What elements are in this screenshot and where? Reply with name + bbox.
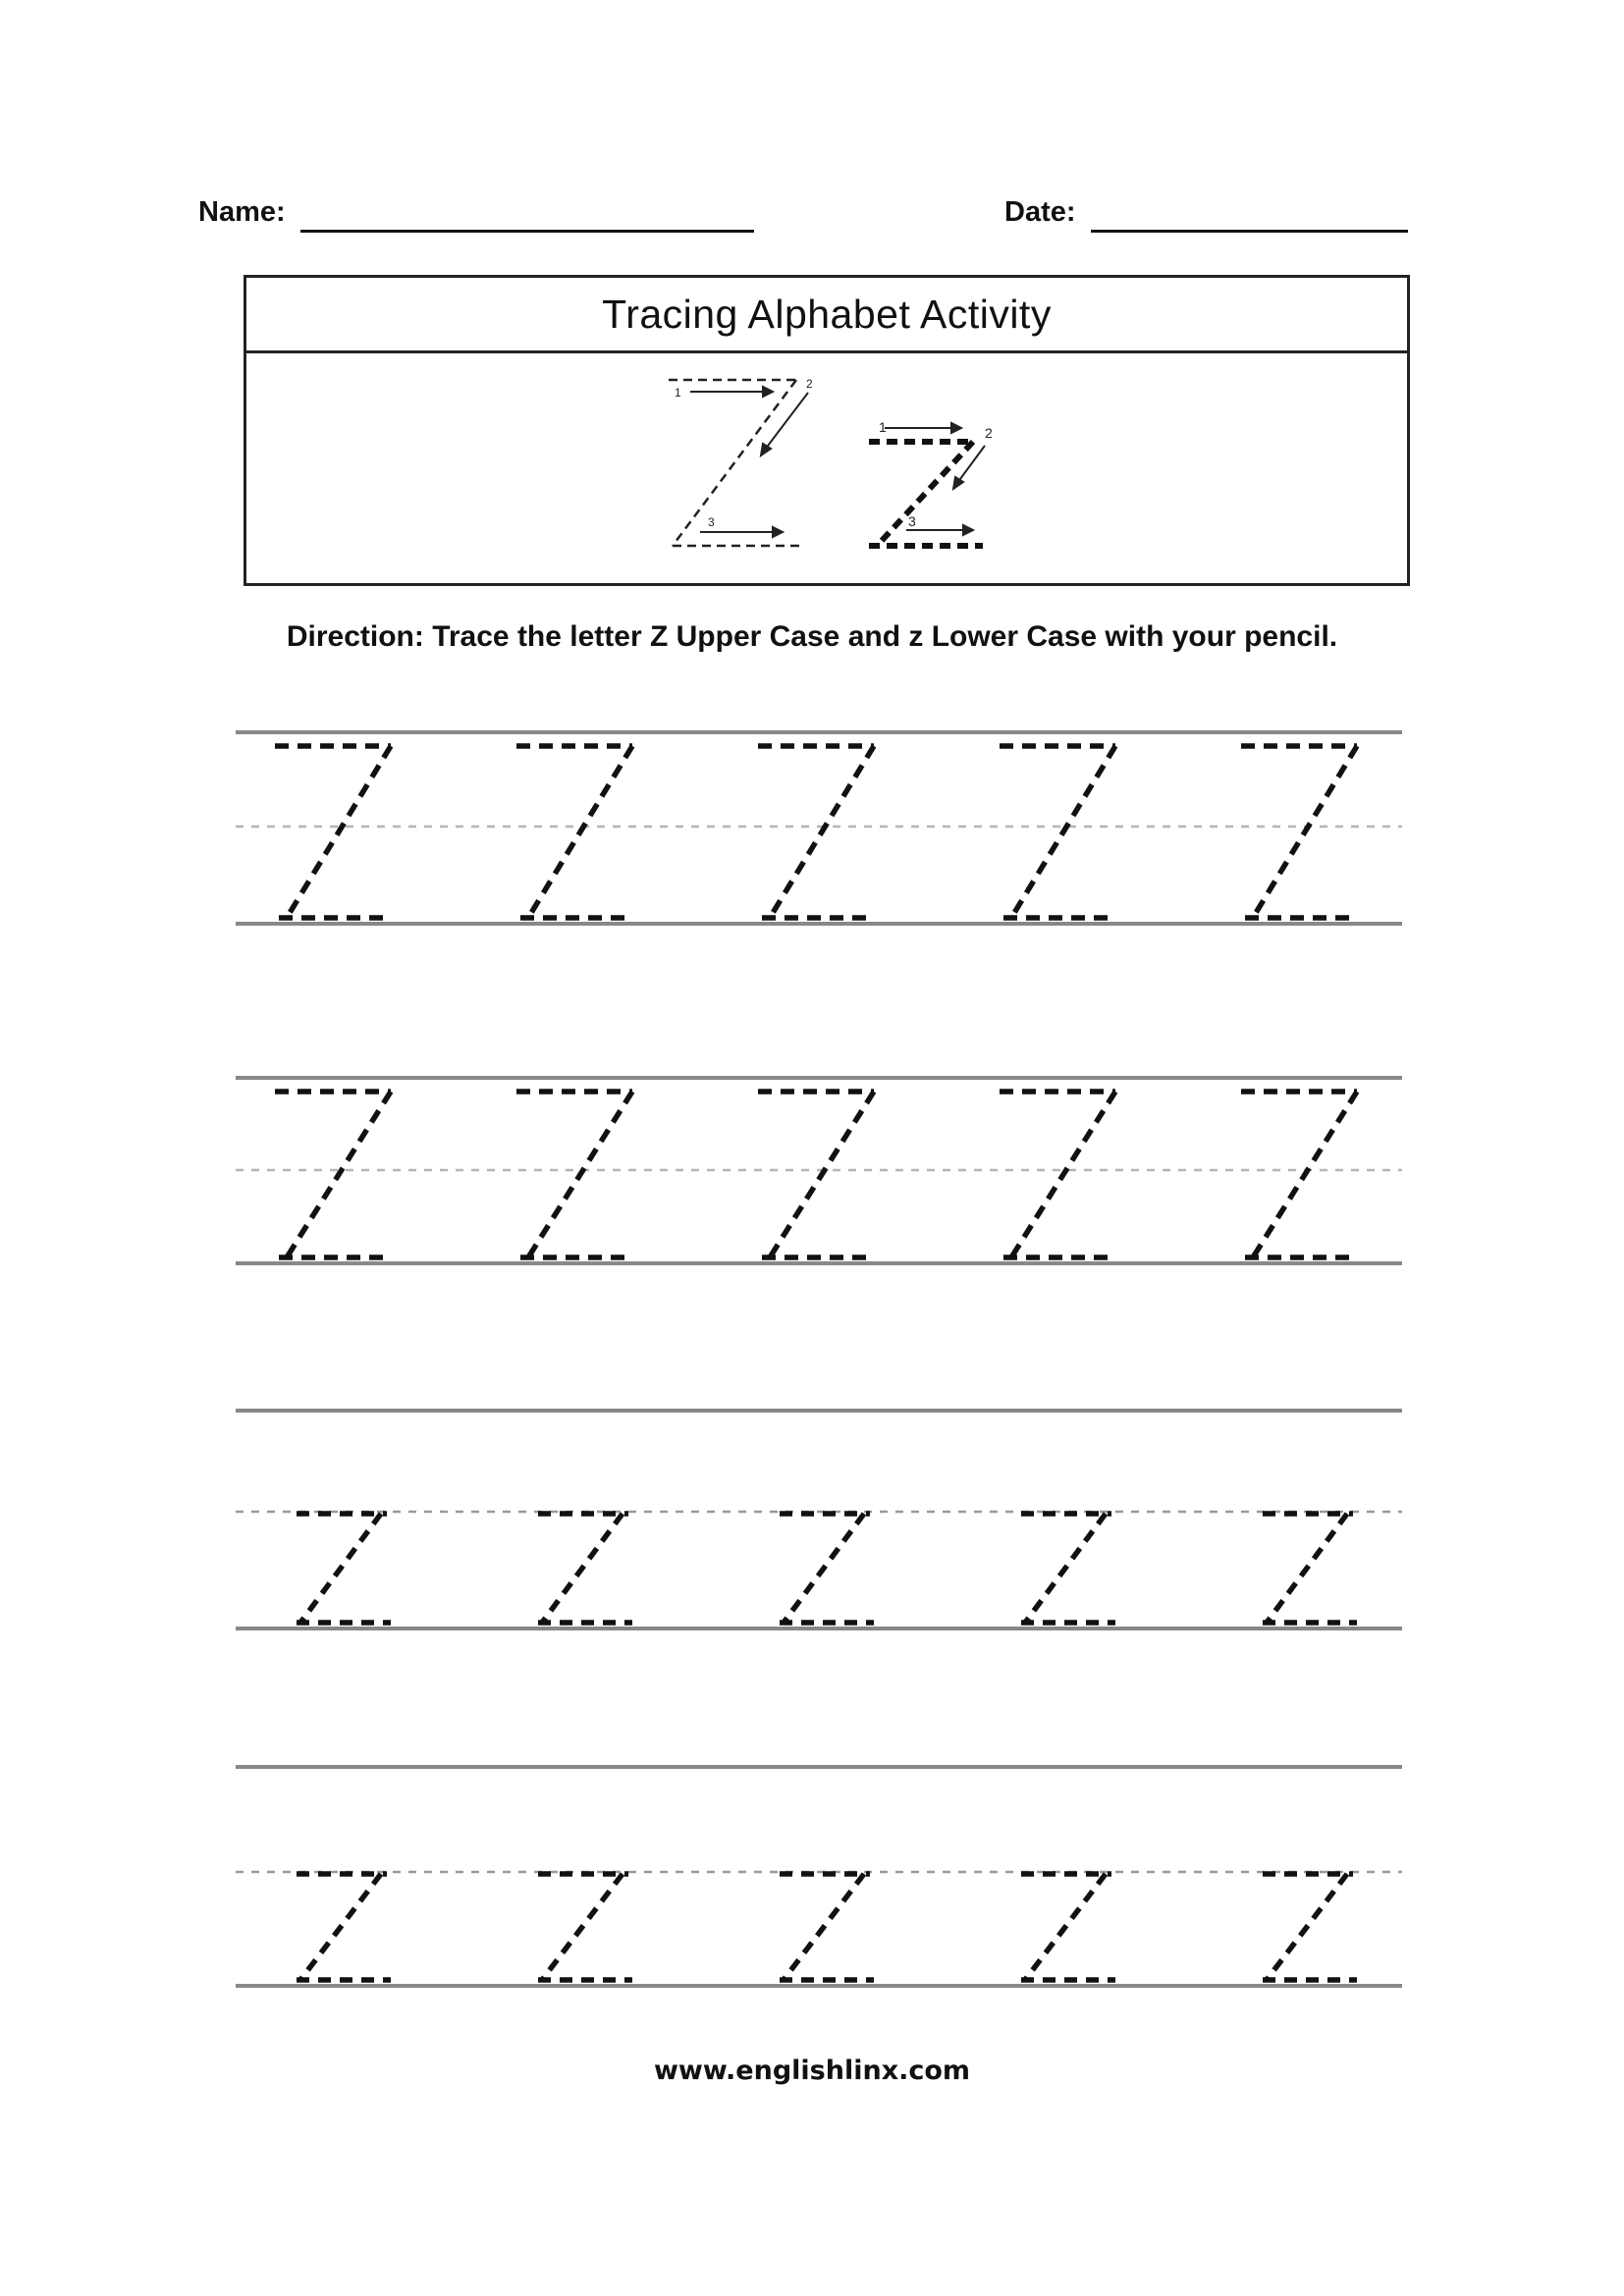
lower-stroke-number-1: 1	[879, 419, 887, 435]
traceable-lower-z-r2-c4	[1021, 1874, 1115, 1980]
upper-stroke-number-2: 2	[806, 377, 813, 391]
lower-stroke-number-2: 2	[985, 425, 993, 441]
traceable-lower-z-r1-c3	[780, 1514, 874, 1623]
direction-text: Direction: Trace the letter Z Upper Case and z Lower Case with your pencil.	[286, 620, 1338, 653]
traceable-lower-z-r1-c2	[538, 1514, 632, 1623]
traceable-upper-z-r2-c3	[758, 1092, 874, 1257]
lower-stroke-number-3: 3	[908, 513, 916, 529]
traceable-upper-z-r2-c5	[1241, 1092, 1357, 1257]
traceable-upper-z-r2-c4	[1000, 1092, 1115, 1257]
traceable-lower-z-r1-c5	[1263, 1514, 1357, 1623]
traceable-lower-z-r2-c3	[780, 1874, 874, 1980]
traceable-lower-z-r2-c2	[538, 1874, 632, 1980]
traceable-upper-z-r2-c2	[516, 1092, 632, 1257]
name-label: Name:	[198, 196, 286, 228]
traceable-upper-z-r1-c3	[758, 746, 874, 918]
traceable-lower-z-r2-c1	[297, 1874, 391, 1980]
traceable-lower-z-r1-c4	[1021, 1514, 1115, 1623]
traceable-upper-z-r1-c2	[516, 746, 632, 918]
traceable-upper-z-r1-c4	[1000, 746, 1115, 918]
activity-title: Tracing Alphabet Activity	[246, 278, 1407, 353]
traceable-upper-z-r1-c1	[275, 746, 391, 918]
footer-url: www.englishlinx.com	[653, 2056, 971, 2086]
traceable-lower-z-r2-c5	[1263, 1874, 1357, 1980]
upper-stroke-number-3: 3	[708, 515, 715, 529]
traceable-upper-z-r2-c1	[275, 1092, 391, 1257]
traceable-lower-z-r1-c1	[297, 1514, 391, 1623]
date-label: Date:	[1004, 196, 1076, 228]
upper-stroke-number-1: 1	[675, 386, 681, 400]
traceable-upper-z-r1-c5	[1241, 746, 1357, 918]
